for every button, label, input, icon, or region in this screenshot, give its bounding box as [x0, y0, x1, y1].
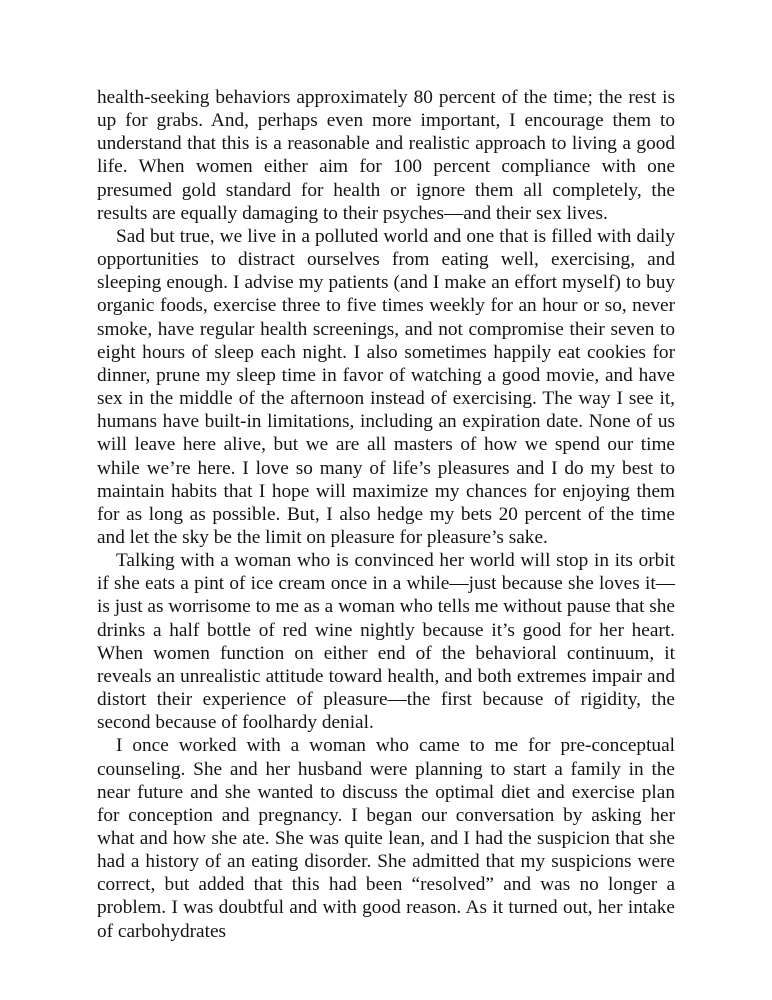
paragraph-2: Sad but true, we live in a polluted world and one that is filled with daily opportunities to distract ourselves from eating well, exercising, and sleeping enough. I advise my patients (and I make an effort myself) to buy organic foods, exercise three to five times weekly for an hour or so, never smoke, have regular health screenings, and not compromise their seven to eight hours of sleep each night. I also sometimes happily eat cookies for dinner, prune my sleep time in favor of watching a good movie, and have sex in the middle of the afternoon instead of exercising. The way I see it, humans have built-in limitations, including an expiration date. None of us will leave here alive, but we are all masters of how we spend our time while we’re here. I love so many of life’s pleasures and I do my best to maintain habits that I hope will maximize my chances for enjoying them for as long as possible. But, I also hedge my bets 20 percent of the time and let the sky be the limit on pleasure for pleasure’s sake.: [97, 225, 675, 548]
paragraph-1: health-seeking behaviors approximately 80 percent of the time; the rest is up for grabs. And, perhaps even more important, I encourage them to understand that this is a reasonable and realistic approach to living a good life. When women either aim for 100 percent compliance with one presumed gold standard for health or ignore them all completely, the results are equally damaging to their psyches—and their sex lives.: [97, 87, 675, 224]
page-body: [97, 86, 675, 943]
paragraph-3: Talking with a woman who is convinced her world will stop in its orbit if she eats a pint of ice cream once in a while—just because she loves it—is just as worrisome to me as a woman who tells me without pause that she drinks a half bottle of red wine nightly because it’s good for her heart. When women function on either end of the behavioral continuum, it reveals an unrealistic attitude toward health, and both extremes impair and distort their experience of pleasure—the first because of rigidity, the second because of foolhardy denial.: [97, 550, 675, 734]
paragraph-4: I once worked with a woman who came to me for pre-conceptual counseling. She and her husband were planning to start a family in the near future and she wanted to discuss the optimal diet and exercise plan for conception and pregnancy. I began our conversation by asking her what and how she ate. She was quite lean, and I had the suspicion that she had a history of an eating disorder. She admitted that my suspicions were correct, but added that this had been “resolved” and was no longer a problem. I was doubtful and with good reason. As it turned out, her intake of carbohydrates: [97, 735, 675, 942]
